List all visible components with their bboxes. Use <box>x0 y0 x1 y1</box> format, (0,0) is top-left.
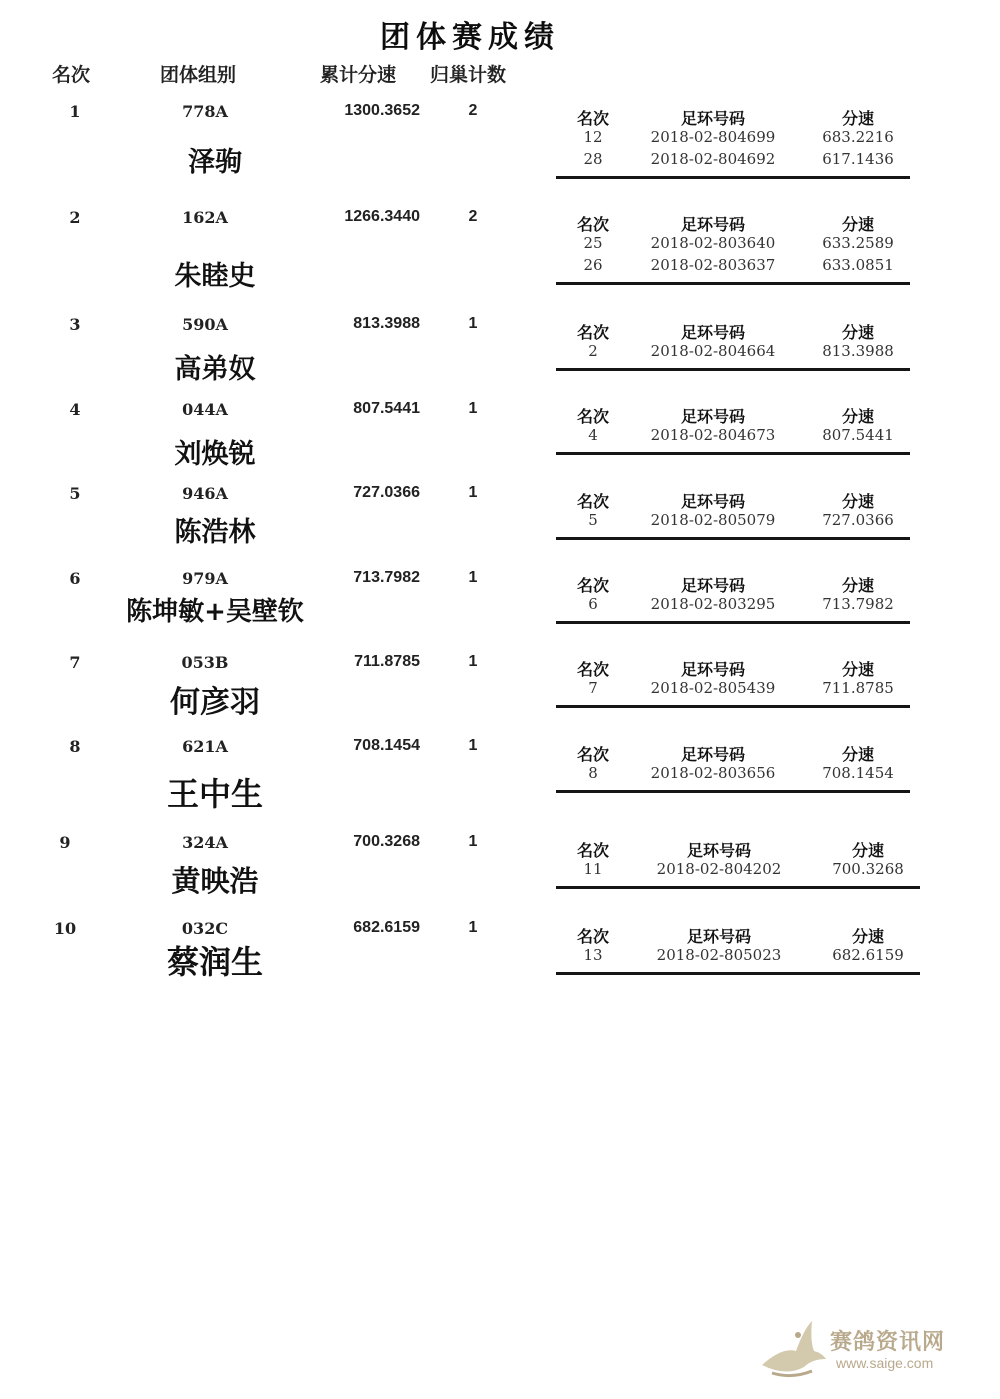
detail-bottom-spacer <box>556 882 920 886</box>
bird-ring-number: 2018-02-803640 <box>650 234 776 252</box>
bird-ring-number: 2018-02-805079 <box>650 511 776 529</box>
team-group: 979A <box>182 569 228 588</box>
bird-speed: 617.1436 <box>822 150 894 168</box>
detail-bottom-spacer <box>556 617 910 621</box>
bird-detail-header <box>556 742 910 764</box>
bird-detail-header <box>556 838 920 860</box>
team-return-count: 2 <box>468 102 478 119</box>
bird-detail-table <box>556 838 920 889</box>
detail-header-speed: 分速 <box>841 215 874 234</box>
detail-header-speed: 分速 <box>841 407 874 426</box>
bird-detail-table <box>556 320 910 371</box>
bird-speed: 633.0851 <box>822 256 894 274</box>
team-owner: 何彦羽 <box>170 685 260 720</box>
team-total-speed: 700.3268 <box>353 833 420 850</box>
bird-row <box>556 679 910 701</box>
team-return-count: 1 <box>468 400 478 417</box>
bird-ring-number: 2018-02-804673 <box>650 426 776 444</box>
team-owner: 泽驹 <box>188 147 242 178</box>
team-group: 621A <box>182 737 228 756</box>
bird-detail-header <box>556 212 910 234</box>
bird-row <box>556 764 910 786</box>
bird-speed: 713.7982 <box>822 595 894 613</box>
detail-header-speed: 分速 <box>841 660 874 679</box>
detail-header-speed: 分速 <box>841 492 874 511</box>
header-count: 归巢计数 <box>430 64 507 86</box>
team-owner: 高弟奴 <box>174 354 256 385</box>
bird-detail-table <box>556 106 910 179</box>
team-rank: 10 <box>53 919 77 938</box>
bird-detail-table <box>556 404 910 455</box>
detail-header-ring: 足环号码 <box>680 660 745 679</box>
bird-ring-number: 2018-02-805023 <box>656 946 782 964</box>
team-group: 778A <box>182 102 228 121</box>
bird-rank: 4 <box>588 426 598 444</box>
team-owner: 陈坤敏+吴壁钦 <box>126 597 304 627</box>
bird-ring-number: 2018-02-804699 <box>650 128 776 146</box>
team-rank: 2 <box>69 208 81 227</box>
bird-speed: 813.3988 <box>822 342 894 360</box>
detail-header-rank: 名次 <box>576 323 609 342</box>
detail-header-speed: 分速 <box>841 323 874 342</box>
team-total-speed: 813.3988 <box>353 315 420 332</box>
bird-speed: 711.8785 <box>822 679 894 697</box>
header-speed: 累计分速 <box>320 64 397 86</box>
detail-bottom-spacer <box>556 701 910 705</box>
team-group: 032C <box>181 919 229 938</box>
header-rank: 名次 <box>52 64 91 86</box>
bird-rank: 5 <box>588 511 598 529</box>
team-group: 590A <box>182 315 228 334</box>
detail-header-rank: 名次 <box>576 745 609 764</box>
detail-header-rank: 名次 <box>576 407 609 426</box>
detail-header-rank: 名次 <box>576 660 609 679</box>
detail-bottom-spacer <box>556 968 920 972</box>
bird-ring-number: 2018-02-803656 <box>650 764 776 782</box>
team-total-speed: 727.0366 <box>353 484 420 501</box>
detail-header-speed: 分速 <box>841 109 874 128</box>
header-group: 团体组别 <box>160 64 237 86</box>
bird-row <box>556 128 910 150</box>
bird-detail-header <box>556 489 910 511</box>
bird-ring-number: 2018-02-805439 <box>650 679 776 697</box>
bird-rank: 13 <box>583 946 603 964</box>
bird-rank: 11 <box>583 860 603 878</box>
team-owner: 黄映浩 <box>171 864 259 898</box>
bird-ring-number: 2018-02-804692 <box>650 150 776 168</box>
bird-row <box>556 595 910 617</box>
team-return-count: 1 <box>468 919 478 936</box>
team-owner: 蔡润生 <box>166 943 263 981</box>
bird-detail-header <box>556 924 920 946</box>
detail-header-ring: 足环号码 <box>686 927 751 946</box>
detail-header-ring: 足环号码 <box>680 109 745 128</box>
bird-rank: 6 <box>588 595 598 613</box>
detail-header-speed: 分速 <box>841 745 874 764</box>
bird-detail-header <box>556 573 910 595</box>
bird-detail-header <box>556 320 910 342</box>
bird-rank: 2 <box>588 342 598 360</box>
watermark-site-name: 赛鸽资讯网 <box>830 1330 946 1355</box>
results-table-header <box>0 60 560 90</box>
bird-rank: 28 <box>583 150 603 168</box>
bird-rank: 7 <box>588 679 598 697</box>
team-total-speed: 713.7982 <box>353 569 420 586</box>
detail-bottom-spacer <box>556 533 910 537</box>
detail-header-speed: 分速 <box>851 841 884 860</box>
detail-header-ring: 足环号码 <box>680 215 745 234</box>
detail-header-rank: 名次 <box>576 492 609 511</box>
bird-detail-table <box>556 742 910 793</box>
detail-header-rank: 名次 <box>576 927 609 946</box>
bird-row <box>556 342 910 364</box>
bird-row <box>556 511 910 533</box>
team-owner: 刘焕锐 <box>174 439 256 470</box>
team-rank: 8 <box>69 737 81 756</box>
bird-ring-number: 2018-02-803295 <box>650 595 776 613</box>
bird-row <box>556 946 920 968</box>
detail-header-speed: 分速 <box>841 576 874 595</box>
detail-bottom-spacer <box>556 172 910 176</box>
bird-row <box>556 234 910 256</box>
team-rank: 4 <box>69 400 81 419</box>
bird-detail-table <box>556 212 910 285</box>
bird-row <box>556 256 910 278</box>
detail-header-rank: 名次 <box>576 841 609 860</box>
team-rank: 1 <box>69 102 81 121</box>
bird-row <box>556 860 920 882</box>
bird-speed: 682.6159 <box>832 946 904 964</box>
team-total-speed: 1266.3440 <box>344 208 420 225</box>
bird-rank: 12 <box>583 128 603 146</box>
team-rank: 9 <box>59 833 71 852</box>
bird-row <box>556 150 910 172</box>
bird-detail-header <box>556 106 910 128</box>
team-total-speed: 807.5441 <box>353 400 420 417</box>
team-return-count: 1 <box>468 484 478 501</box>
detail-bottom-spacer <box>556 278 910 282</box>
team-group: 044A <box>182 400 228 419</box>
team-group: 946A <box>182 484 228 503</box>
detail-header-ring: 足环号码 <box>680 323 745 342</box>
team-total-speed: 708.1454 <box>353 737 420 754</box>
pigeon-logo-icon <box>752 1307 832 1387</box>
bird-detail-header <box>556 657 910 679</box>
detail-header-ring: 足环号码 <box>680 576 745 595</box>
detail-bottom-spacer <box>556 448 910 452</box>
team-total-speed: 682.6159 <box>353 919 420 936</box>
page-title: 团体赛成绩 <box>380 20 560 55</box>
team-rank: 6 <box>69 569 81 588</box>
team-owner: 陈浩林 <box>174 517 256 548</box>
watermark <box>752 1307 962 1387</box>
team-return-count: 1 <box>468 737 478 754</box>
detail-header-ring: 足环号码 <box>680 407 745 426</box>
bird-row <box>556 426 910 448</box>
bird-detail-table <box>556 657 910 708</box>
team-group: 053B <box>181 653 229 672</box>
detail-header-rank: 名次 <box>576 215 609 234</box>
detail-header-ring: 足环号码 <box>680 492 745 511</box>
bird-detail-header <box>556 404 910 426</box>
watermark-url: www.saige.com <box>836 1355 934 1371</box>
team-rank: 7 <box>69 653 81 672</box>
bird-ring-number: 2018-02-804664 <box>650 342 776 360</box>
team-group: 162A <box>182 208 228 227</box>
detail-header-rank: 名次 <box>576 109 609 128</box>
team-return-count: 1 <box>468 653 478 670</box>
team-owner: 王中生 <box>166 775 263 813</box>
detail-bottom-spacer <box>556 364 910 368</box>
team-total-speed: 711.8785 <box>354 653 420 670</box>
detail-header-rank: 名次 <box>576 576 609 595</box>
bird-ring-number: 2018-02-803637 <box>650 256 776 274</box>
bird-speed: 708.1454 <box>822 764 894 782</box>
team-return-count: 2 <box>468 208 478 225</box>
detail-header-speed: 分速 <box>851 927 884 946</box>
team-return-count: 1 <box>468 833 478 850</box>
bird-speed: 807.5441 <box>822 426 894 444</box>
team-group: 324A <box>182 833 228 852</box>
team-rank: 3 <box>69 315 81 334</box>
bird-detail-table <box>556 489 910 540</box>
bird-speed: 633.2589 <box>822 234 894 252</box>
detail-header-ring: 足环号码 <box>680 745 745 764</box>
bird-ring-number: 2018-02-804202 <box>656 860 782 878</box>
bird-speed: 727.0366 <box>822 511 894 529</box>
detail-bottom-spacer <box>556 786 910 790</box>
team-total-speed: 1300.3652 <box>344 102 420 119</box>
bird-speed: 683.2216 <box>822 128 894 146</box>
bird-detail-table <box>556 573 910 624</box>
team-owner: 朱睦史 <box>174 261 256 292</box>
bird-rank: 25 <box>583 234 603 252</box>
bird-detail-table <box>556 924 920 975</box>
team-return-count: 1 <box>468 315 478 332</box>
bird-rank: 8 <box>588 764 598 782</box>
detail-header-ring: 足环号码 <box>686 841 751 860</box>
team-rank: 5 <box>69 484 81 503</box>
bird-speed: 700.3268 <box>832 860 904 878</box>
team-return-count: 1 <box>468 569 478 586</box>
bird-rank: 26 <box>583 256 603 274</box>
